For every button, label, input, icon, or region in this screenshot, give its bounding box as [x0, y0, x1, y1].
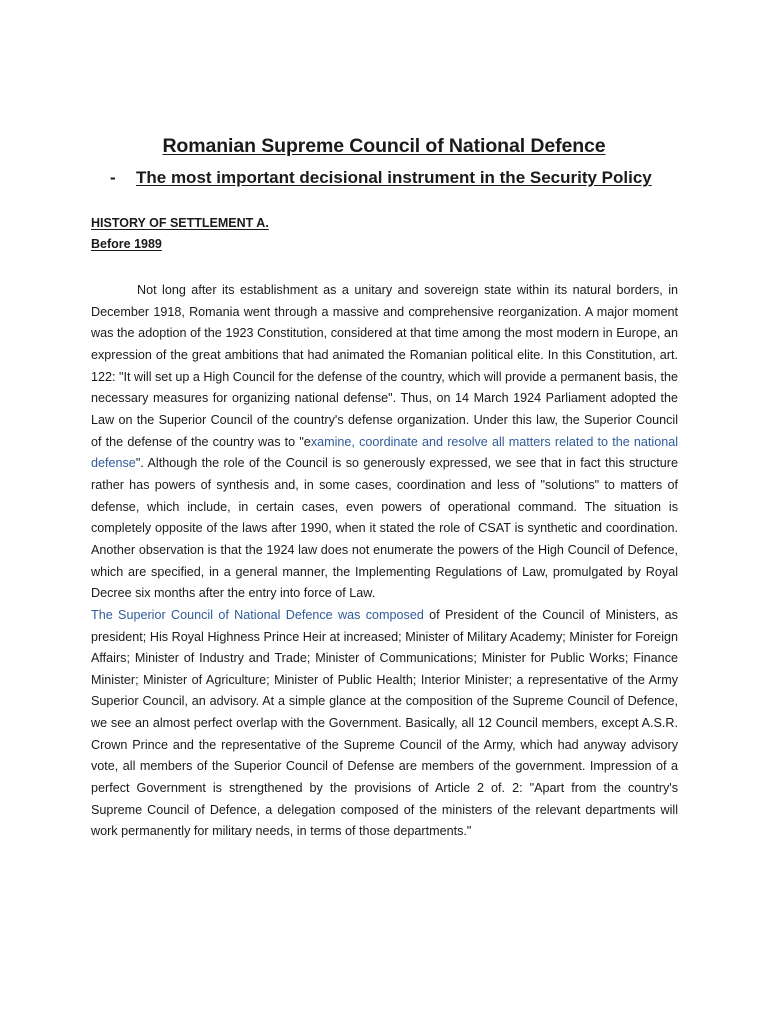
section-heading: HISTORY OF SETTLEMENT A. [91, 216, 269, 230]
document-subtitle [110, 168, 652, 188]
subsection-heading: Before 1989 [91, 237, 162, 251]
body-text [91, 280, 678, 843]
paragraph-1-highlight: xamine, coordinate and resolve all matters related to the national defense [91, 434, 679, 471]
document-title: Romanian Supreme Council of National Defence [162, 135, 606, 157]
paragraph-1-part-1: Not long after its establishment as a unitary and sovereign state within its natural borders, in December 1918, Romania went through a massive and comprehensive reorganization. A major moment was the adoption of the 1923 Constitution, considered at that time among the most modern in Europe, an expression of the great ambitions that had animated the Romanian political elite. In this Constitution, art. 122: "It will set up a High Council for the defense of the country, which will provide a permanent basis, the necessary measures for organizing national defense". Thus, on 14 March 1924 Parliament adopted the Law on the Superior Council of the country's defense organization. Under this law, the Superior Council of the defense of the country was to "e [91, 283, 678, 449]
subtitle-text: The most important decisional instrument in the Security Policy [136, 168, 652, 187]
paragraph-2-highlight: The Superior Council of National Defence was composed [91, 607, 424, 622]
paragraph-1 [91, 280, 678, 605]
paragraph-2-rest: of President of the Council of Ministers, as president; His Royal Highness Prince Heir at increased; Minister of Military Academy; Minister for Foreign Affairs; Minister of Industry and Trade; Minister of Communications; Minister for Public Works; Finance Minister; Minister of Agriculture; Minister of Public Health; Interior Minister; a representative of the Army Superior Council, an advisory. At a simple glance at the composition of the Supreme Council of Defence, we see an almost perfect overlap with the Government. Basically, all 12 Council members, except A.S.R. Crown Prince and the representative of the Supreme Council of the Army, which had anyway advisory vote, all members of the Superior Council of Defense are members of the government. Impression of a perfect Government is strengthened by the provisions of Article 2 of. 2: "Apart from the country's Supreme Council of Defence, a delegation composed of the ministers of the relevant departments will work permanently for military needs, in terms of those departments." [91, 607, 678, 839]
subtitle-dash: - [110, 168, 116, 187]
paragraph-1-part-2: ". Although the role of the Council is so generously expressed, we see that in fact this structure rather has powers of synthesis and, in some cases, coordination and less of "solutions" to matters of defense, which include, in certain cases, even powers of operational command. The situation is completely opposite of the laws after 1990, when it stated the role of CSAT is synthetic and coordination. Another observation is that the 1924 law does not enumerate the powers of the High Council of Defence, which are specified, in a general manner, the Implementing Regulations of Law, promulgated by Royal Decree six months after the entry into force of Law. [91, 456, 678, 601]
paragraph-2 [91, 605, 678, 843]
